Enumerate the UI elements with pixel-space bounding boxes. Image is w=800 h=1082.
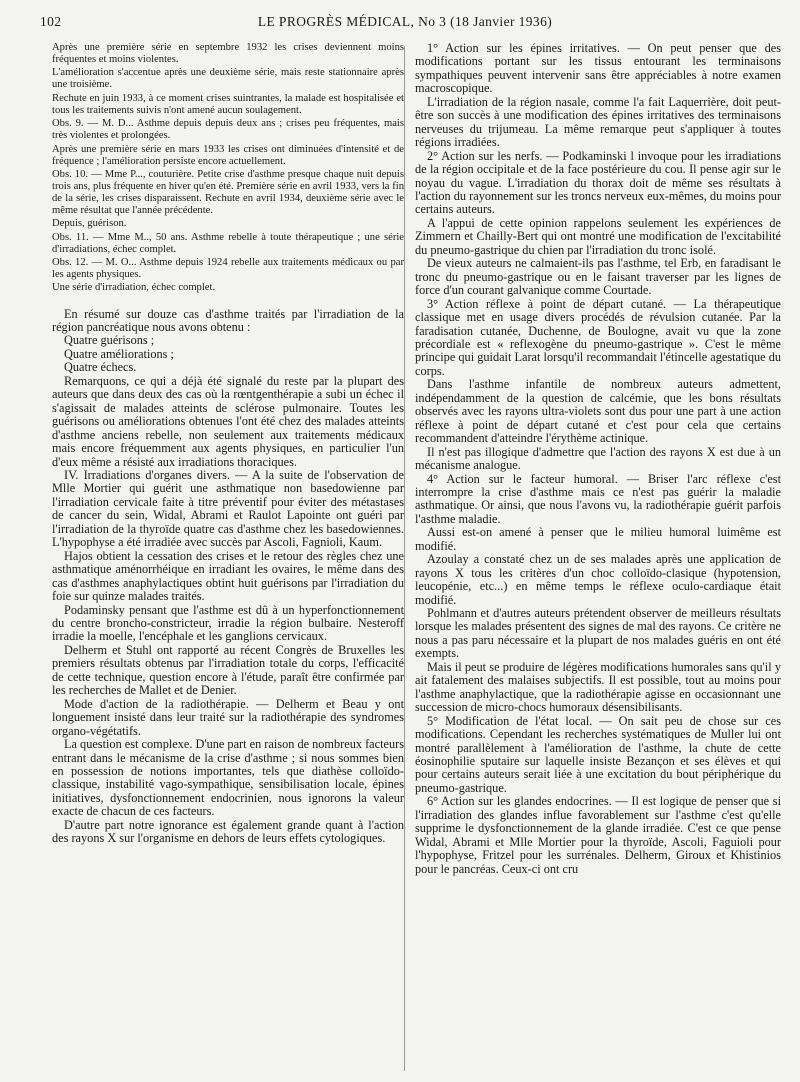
running-title: LE PROGRÈS MÉDICAL, No 3 (18 Janvier 1936)	[257, 14, 553, 29]
section-4-paragraph: 4° Action sur le facteur humoral. — Briser l'arc réflexe c'est interrompre la crise d'asthme mais ce n'est pas guérir la maladie asthmatique. Or ainsi, que nous l'avons vu, la radiothérapie guérit parfois l'asthme maladie.	[415, 471, 781, 526]
observation-text: Depuis, guérison.	[52, 218, 127, 230]
body-paragraph: Pohlmann et d'autres auteurs prétendent observer de meilleurs résultats lorsque les malades présentent des signes de mal des rayons. Ce critère ne nous a pas paru nécessaire et la plupart de nos malades guéris en ont été exempts.	[415, 606, 781, 661]
left-body	[52, 308, 404, 846]
page-number: 102	[40, 14, 62, 29]
body-paragraph: Aussi est-on amené à penser que le milieu humoral luimême est modifié.	[415, 525, 781, 553]
observation-text: Après une première série en septembre 1932 les crises deviennent moins fréquentes et moins violentes.	[52, 42, 404, 66]
body-paragraph: Delherm et Stuhl ont rapporté au récent Congrès de Bruxelles les premiers résultats obtenus par l'irradiation totale du corps, l'efficacité de cette technique, question encore à l'étude, paraît être confirmée par les recherches de Mallet et de Denier.	[52, 642, 404, 698]
body-paragraph: Il n'est pas illogique d'admettre que l'action des rayons X est due à un mécanisme analogue.	[415, 444, 781, 473]
section-1-paragraph: 1° Action sur les épines irritatives. — On peut penser que des modifications portant sur les tissus entourant les terminaisons sympathiques peuvent intervenir sans être appréciables à notre examen macroscopique.	[415, 41, 781, 96]
section-6-paragraph: 6° Action sur les glandes endocrines. — Il est logique de penser que si l'irradiation des glandes influe favorablement sur l'asthme c'est qu'elle supprime le dysfonctionnement de la glande irradiée. C'est ce que pense Widal, Abrami et Mlle Mortier pour la thyroïde, Ascoli, Faguioli pour l'hypophyse, Fritzel pour les surrénales. Delherm, Giroux et Khistinios pour le pancréas. Ceux-ci ont cru	[415, 794, 781, 876]
column-divider	[404, 46, 405, 1071]
body-paragraph: Podaminsky pensant que l'asthme est dû à un hyperfonctionnement du centre broncho-constricteur, irradie la région bulbaire. Nesteroff irradie la moelle, l'encéphale et les ganglions cervicaux.	[52, 602, 404, 644]
section-3-paragraph: 3° Action réflexe à point de départ cutané. — La thérapeutique classique met en usage divers procédés de révulsion cutanée. Par la faradisation cutanée, Duchenne, de Boulogne, avait vu que la zone précordiale est « reflexogène du pneumo-gastrique ». C'est le même principe qui guidait Larat lorsqu'il recommandait l'étincelle agestatique du corps.	[415, 296, 781, 378]
case-observations	[52, 42, 404, 295]
left-column	[52, 42, 404, 846]
body-paragraph: L'irradiation de la région nasale, comme l'a fait Laquerrière, doit peut-être son succès à une modification des épines irritatives des terminaisons nerveuses du trijumeau. La même remarque peut s'appliquer à toutes régions irradiées.	[415, 94, 781, 150]
right-column	[415, 42, 781, 876]
body-paragraph: De vieux auteurs ne calmaient-ils pas l'asthme, tel Erb, en faradisant le tronc du pneumo-gastrique ou en le faisant traverser par les lignes de force d'un courant galvanique comme Courtade.	[415, 256, 781, 298]
body-paragraph: Hajos obtient la cessation des crises et le retour des règles chez une asthmatique aménorrhéique en irradiant les ovaires, le même dans des cas d'asthmes anaphylactiques obtint huit guérisons par l'irradiation du foie sur quinze malades traités.	[52, 548, 404, 604]
body-paragraph: Remarquons, ce qui a déjà été signalé du reste par la plupart des auteurs que dans deux des cas où la rœntgenthérapie a subi un échec il s'agissait de malades atteints de sclérose pulmonaire. Toutes les guérisons ou améliorations obtenues l'ont été chez des malades atteints d'asthme anciens rebelle, non seulement aux traitements médicaux mais encore fréquemment aux agents physiques, en particulier l'un d'eux même a résisté aux irradiations thoraciques.	[52, 373, 404, 469]
body-paragraph: La question est complexe. D'une part en raison de nombreux facteurs entrant dans le mécanisme de la crise d'asthme ; si nous sommes bien en possession de notions importantes, tels que diathèse colloïdo-classique, instabilité vago-sympathique, sensibilisation locale, épines initiatives, dysfonctionnement endocrinien, nous ignorons la valeur exacte de chacun de ces facteurs.	[52, 737, 404, 819]
body-paragraph: Dans l'asthme infantile de nombreux auteurs admettent, indépendamment de la question de calcémie, que les bons résultats observés avec les rayons ultra-violets sont dus pour une part à une action réflexe à point de départ cutané et c'est pour cela que certains recommandent d'atteindre l'érythème actinique.	[415, 377, 781, 446]
result-item: Quatre guérisons ;	[64, 333, 155, 348]
summary-paragraph: En résumé sur douze cas d'asthme traités par l'irradiation de la région pancréatique nous avons obtenu :	[52, 306, 404, 335]
body-paragraph: D'autre part notre ignorance est également grande quant à l'action des rayons X sur l'organisme en dehors de leurs effets cytologiques.	[52, 817, 404, 846]
section-iv-paragraph: IV. Irradiations d'organes divers. — A la suite de l'observation de Mlle Mortier qui guérit une asthmatique non basedowienne par l'irradiation cervicale faite à titre préventif pour éviter des métastases de cancer du sein, Widal, Abrami et Raulot Lapointe ont guéri par l'irradiation de la thyroïde quatre cas d'asthme chez les basedowiennes. L'hypophyse a été irradiée avec succès par Ascoli, Fagnioli, Kaum.	[52, 468, 404, 550]
observation-9: Obs. 9. — M. D... Asthme depuis depuis deux ans ; crises peu fréquentes, mais très violentes et prolongées.	[52, 118, 404, 142]
body-paragraph: Azoulay a constaté chez un de ses malades après une application de rayons X tous les critères d'un choc colloïdo-clasique (hypotension, leucopénie, etc...) en même temps le réflexe oculo-cardiaque était modifié.	[415, 552, 781, 607]
body-paragraph: Mais il peut se produire de légères modifications humorales sans qu'il y ait fatalement des malaises subjectifs. Il est possible, tout au moins pour l'asthme anaphylactique, que la radiothérapie agisse en occasionnant une succession de micro-chocs humoraux désensibilisants.	[415, 659, 781, 715]
observation-text: Après une première série en mars 1933 les crises ont diminuées d'intensité et de fréquence ; l'amélioration persiste encore actuellement.	[52, 143, 404, 167]
observation-text: Rechute en juin 1933, à ce moment crises suintrantes, la malade est hospitalisée et tous les traitements suivis n'ont amené aucun soulagement.	[52, 92, 404, 116]
observation-11: Obs. 11. — Mme M.., 50 ans. Asthme rebelle à toute thérapeutique ; une série d'irradiations, échec complet.	[52, 231, 404, 255]
mode-action-paragraph: Mode d'action de la radiothérapie. — Delherm et Beau y ont longuement insisté dans leur traité sur la radiothérapie des syndromes organo-végétatifs.	[52, 696, 404, 738]
result-item: Quatre échecs.	[64, 360, 137, 375]
observation-12: Obs. 12. — M. O... Asthme depuis 1924 rebelle aux traitements médicaux ou par les agents physiques.	[52, 257, 404, 281]
result-item: Quatre améliorations ;	[64, 346, 174, 361]
section-2-paragraph: 2° Action sur les nerfs. — Podkaminski l invoque pour les irradiations de la région occipitale et de la face postérieure du cou. Il pense agir sur le noyau du vague. L'irradiation du thorax doit de même ses résultats à l'action du rayonnement sur les troncs nerveux eux-mêmes, du moins pour certains auteurs.	[415, 148, 781, 217]
body-paragraph: A l'appui de cette opinion rappelons seulement les expériences de Zimmern et Chailly-Bert qui ont montré une modification de l'excitabilité du pneumo-gastrique du chien par l'irradiation du tronc isolé.	[415, 215, 781, 257]
observation-text: L'amélioration s'accentue après une deuxième série, mais reste stationnaire après une troisième.	[52, 67, 404, 91]
section-5-paragraph: 5° Modification de l'état local. — On sait peu de chose sur ces modifications. Cependant les recherches systématiques de Muller lui ont montré parallèlement à l'amélioration de l'asthme, la chute de cette éosinophilie sputaire sur laquelle insiste Bezançon et ses élèves et qui pour certains auteurs serait liée à une excitation du bout périphérique du pneumo-gastrique.	[415, 713, 781, 795]
page-header	[40, 14, 770, 36]
observation-text: Une série d'irradiation, échec complet.	[52, 282, 216, 294]
observation-10: Obs. 10. — Mme P..., couturière. Petite crise d'asthme presque chaque nuit depuis trois ans, plus fréquente en hiver qu'en été. Première série en avril 1933, vers la fin de la série, les crises disparaissent. Rechute en avril 1934, deuxième série avec le même résultat que l'année précédente.	[52, 168, 404, 217]
